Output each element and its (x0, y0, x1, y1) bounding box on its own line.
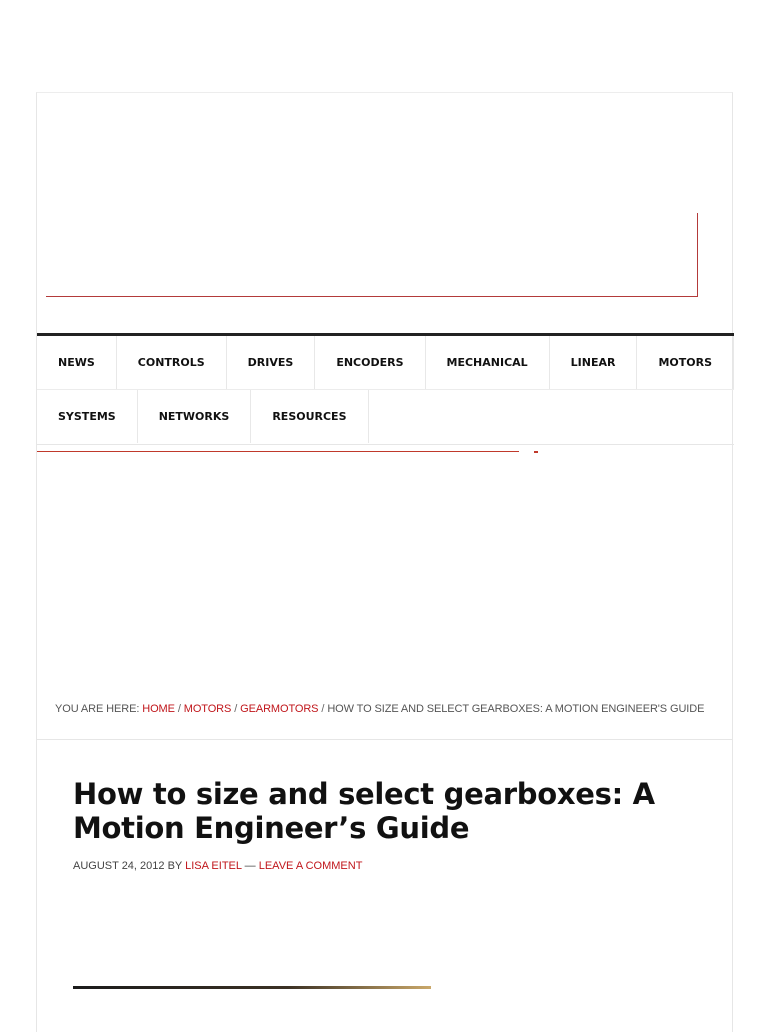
breadcrumb-separator: / (321, 703, 325, 715)
breadcrumb (55, 703, 715, 715)
post-meta (73, 860, 362, 872)
nav-item-systems[interactable]: SYSTEMS (37, 390, 138, 443)
post-by-label: BY (167, 860, 183, 872)
breadcrumb-prefix: YOU ARE HERE: (55, 703, 140, 715)
nav-item-mechanical[interactable]: MECHANICAL (426, 336, 550, 389)
post-title: How to size and select gearboxes: A Motion Engineer’s Guide (73, 777, 655, 845)
nav-item-encoders[interactable]: ENCODERS (315, 336, 425, 389)
leave-comment-link[interactable]: LEAVE A COMMENT (258, 860, 363, 872)
nav-item-drives[interactable]: DRIVES (227, 336, 316, 389)
breadcrumb-separator: / (177, 703, 181, 715)
breadcrumb-motors-link[interactable]: MOTORS (183, 703, 232, 715)
nav-item-controls[interactable]: CONTROLS (117, 336, 227, 389)
post-meta-dash: — (244, 860, 256, 872)
nav-row-2 (37, 390, 734, 443)
nav-item-linear[interactable]: LINEAR (550, 336, 638, 389)
post-author-link[interactable]: LISA EITEL (185, 860, 242, 872)
nav-item-news[interactable]: NEWS (37, 336, 117, 389)
breadcrumb-current: HOW TO SIZE AND SELECT GEARBOXES: A MOTION ENGINEER'S GUIDE (327, 703, 705, 715)
page-frame (36, 92, 733, 1032)
site-header (37, 93, 732, 333)
nav-item-resources[interactable]: RESOURCES (251, 390, 368, 443)
nav-row-1 (37, 336, 734, 390)
accent-strip-marker (534, 451, 538, 453)
ad-placeholder (37, 455, 732, 695)
nav-item-motors[interactable]: MOTORS (637, 336, 734, 389)
header-banner-underline (46, 296, 698, 297)
breadcrumb-gearmotors-link[interactable]: GEARMOTORS (240, 703, 319, 715)
header-banner-border (697, 213, 698, 297)
content-divider (37, 739, 732, 740)
accent-strip (37, 451, 519, 452)
nav-item-networks[interactable]: NETWORKS (138, 390, 252, 443)
breadcrumb-separator: / (234, 703, 238, 715)
featured-image (73, 986, 431, 989)
primary-nav (37, 333, 734, 445)
breadcrumb-home-link[interactable]: HOME (142, 703, 175, 715)
post-date: AUGUST 24, 2012 (73, 860, 165, 872)
